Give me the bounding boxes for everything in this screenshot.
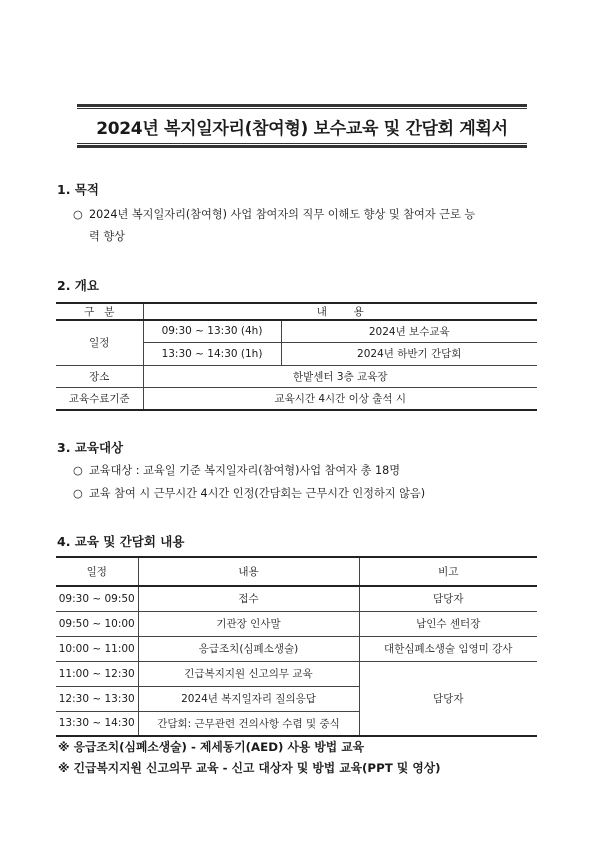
purpose-text-line2: 력 향상	[89, 230, 125, 243]
section-program-heading: 4. 교육 및 간담회 내용	[57, 534, 185, 549]
program-header-note: 비고	[359, 557, 537, 586]
program-row-time: 12:30 ~ 13:30	[56, 686, 138, 711]
program-row	[56, 661, 537, 686]
program-row	[56, 636, 537, 661]
overview-schedule-content: 2024년 하반기 간담회	[281, 342, 537, 365]
purpose-text-line1: 2024년 복지일자리(참여형) 사업 참여자의 직무 이해도 향상 및 참여자 근로 능	[89, 208, 476, 221]
program-row	[56, 611, 537, 636]
overview-schedule-time: 13:30 ~ 14:30 (1h)	[143, 342, 281, 365]
bullet-circle-icon: ○	[73, 208, 83, 221]
overview-criteria-row	[56, 387, 537, 410]
program-row-time: 09:50 ~ 10:00	[56, 611, 138, 636]
program-header-content: 내용	[138, 557, 359, 586]
overview-schedule-content: 2024년 보수교육	[281, 320, 537, 342]
overview-place-row	[56, 365, 537, 387]
note-aed: ※ 응급조치(심폐소생술) - 제세동기(AED) 사용 방법 교육	[58, 740, 365, 754]
overview-criteria-value: 교육시간 4시간 이상 출석 시	[143, 387, 537, 410]
overview-schedule-time: 09:30 ~ 13:30 (4h)	[143, 320, 281, 342]
title-rule-bottom-thin	[77, 143, 527, 144]
overview-header-content: 내 용	[143, 303, 537, 320]
title-rule-top-thin	[77, 108, 527, 109]
program-header-time: 일정	[56, 557, 138, 586]
overview-header-row	[56, 303, 537, 320]
program-table	[56, 556, 537, 737]
program-row-time: 09:30 ~ 09:50	[56, 586, 138, 611]
program-row-note: 남인수 센터장	[359, 611, 537, 636]
program-row-content: 접수	[138, 586, 359, 611]
target-item-text: 교육 참여 시 근무시간 4시간 인정(간담회는 근무시간 인정하지 않음)	[89, 487, 426, 500]
overview-place-value: 한밭센터 3층 교육장	[143, 365, 537, 387]
target-bullet-2	[73, 482, 425, 505]
program-row-note: 대한심폐소생술 임영미 강사	[359, 636, 537, 661]
section-target-heading: 3. 교육대상	[57, 440, 124, 455]
section-purpose-heading: 1. 목적	[57, 182, 99, 197]
program-row-content: 긴급복지지원 신고의무 교육	[138, 661, 359, 686]
program-header-row	[56, 557, 537, 586]
document-title: 2024년 복지일자리(참여형) 보수교육 및 간담회 계획서	[96, 119, 508, 139]
target-bullet-1	[73, 459, 400, 482]
bullet-circle-icon: ○	[73, 487, 83, 500]
section-overview-heading: 2. 개요	[57, 278, 99, 293]
title-rule-top	[77, 104, 527, 107]
program-merged-note: 담당자	[359, 661, 537, 736]
overview-table	[56, 302, 537, 411]
program-row-content: 응급조치(심폐소생술)	[138, 636, 359, 661]
target-item-text: 교육대상 : 교육일 기준 복지일자리(참여형)사업 참여자 총 18명	[89, 464, 400, 477]
overview-place-label: 장소	[56, 365, 143, 387]
program-row-note: 담당자	[359, 586, 537, 611]
program-row-time: 10:00 ~ 11:00	[56, 636, 138, 661]
overview-schedule-row-1	[56, 320, 537, 342]
program-row-time: 11:00 ~ 12:30	[56, 661, 138, 686]
bullet-circle-icon: ○	[73, 464, 83, 477]
overview-criteria-label: 교육수료기준	[56, 387, 143, 410]
program-row-content: 2024년 복지일자리 질의응답	[138, 686, 359, 711]
program-row-content: 기관장 인사말	[138, 611, 359, 636]
overview-schedule-label: 일정	[56, 320, 143, 365]
note-report-duty: ※ 긴급복지지원 신고의무 교육 - 신고 대상자 및 방법 교육(PPT 및 영상)	[58, 761, 441, 775]
purpose-bullet	[73, 203, 475, 226]
title-rule-bottom	[77, 145, 527, 148]
program-row	[56, 586, 537, 611]
program-row-time: 13:30 ~ 14:30	[56, 711, 138, 736]
program-row-content: 간담회: 근무관련 건의사항 수렴 및 중식	[138, 711, 359, 736]
overview-header-category: 구 분	[56, 303, 143, 320]
